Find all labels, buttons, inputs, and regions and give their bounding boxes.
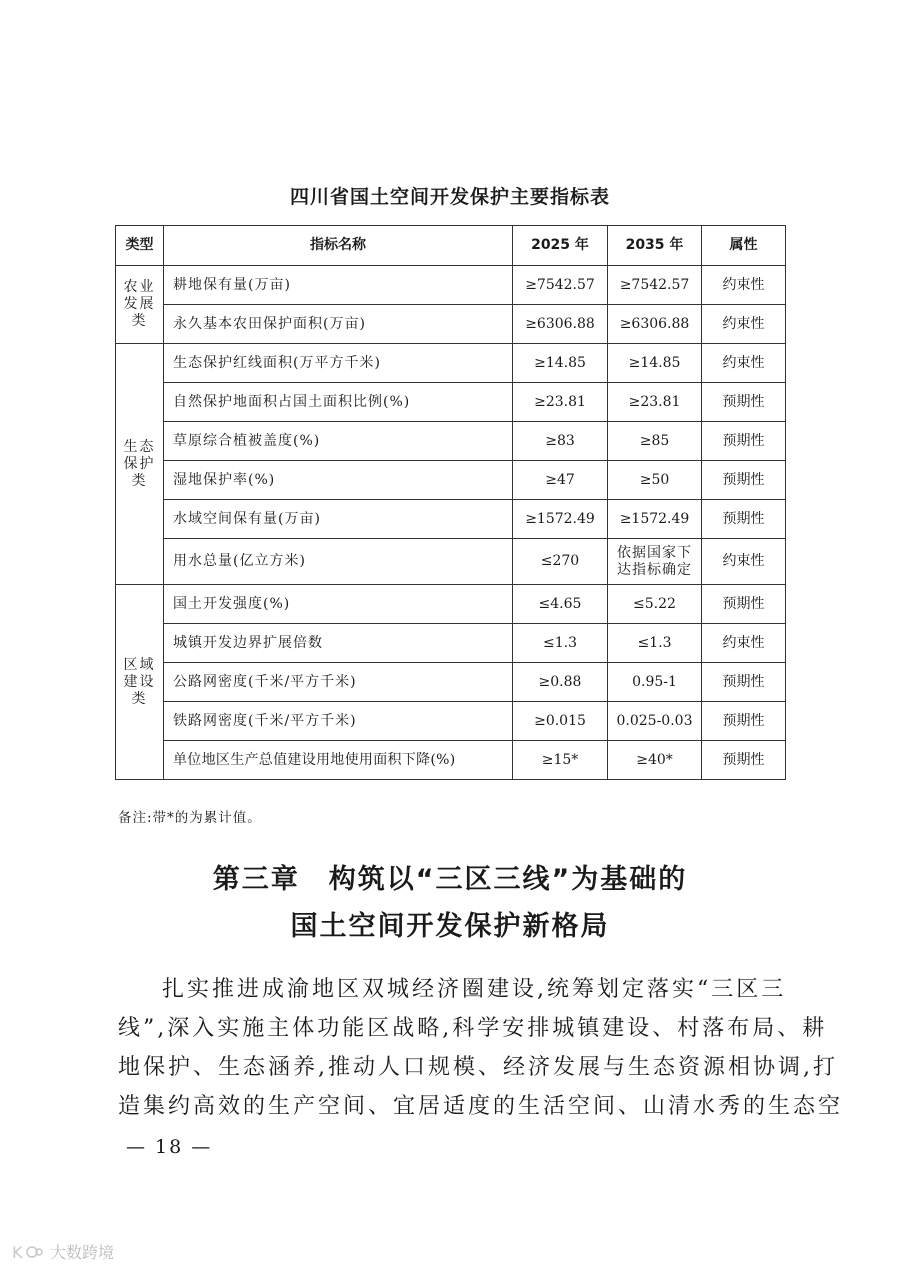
indicator-name: 草原综合植被盖度(%)	[164, 422, 513, 461]
table-row	[116, 305, 786, 344]
indicator-name: 永久基本农田保护面积(万亩)	[164, 305, 513, 344]
value-2025: ≥15*	[513, 741, 608, 780]
table-row	[116, 344, 786, 383]
value-2025: ≤1.3	[513, 624, 608, 663]
value-2025: ≥23.81	[513, 383, 608, 422]
value-2035: 依据国家下达指标确定	[608, 539, 702, 585]
category-regional: 区域建设类	[116, 585, 164, 780]
chapter-title-line-2: 国土空间开发保护新格局	[290, 911, 610, 942]
attribute: 预期性	[702, 585, 786, 624]
attribute: 预期性	[702, 461, 786, 500]
watermark-text: 大数跨境	[50, 1243, 115, 1262]
attribute: 预期性	[702, 500, 786, 539]
table-row	[116, 422, 786, 461]
table-row	[116, 461, 786, 500]
watermark-logo-letter: K	[12, 1242, 23, 1262]
table-row	[116, 663, 786, 702]
value-2025: ≥14.85	[513, 344, 608, 383]
header-type: 类型	[116, 226, 164, 266]
indicator-name: 城镇开发边界扩展倍数	[164, 624, 513, 663]
attribute: 预期性	[702, 383, 786, 422]
attribute: 预期性	[702, 741, 786, 780]
value-2035: ≥50	[608, 461, 702, 500]
header-attribute: 属性	[702, 226, 786, 266]
table-row	[116, 539, 786, 585]
page-number: — 18 —	[126, 1136, 213, 1158]
indicator-name: 湿地保护率(%)	[164, 461, 513, 500]
value-2035: 0.025-0.03	[608, 702, 702, 741]
value-2025: ≤270	[513, 539, 608, 585]
value-2035: ≥14.85	[608, 344, 702, 383]
value-2025: ≥7542.57	[513, 266, 608, 305]
value-2035: ≥40*	[608, 741, 702, 780]
value-2025: ≥47	[513, 461, 608, 500]
value-2025: ≥0.015	[513, 702, 608, 741]
indicator-name: 生态保护红线面积(万平方千米)	[164, 344, 513, 383]
attribute: 预期性	[702, 702, 786, 741]
indicator-name: 耕地保有量(万亩)	[164, 266, 513, 305]
body-paragraph-line-4: 造集约高效的生产空间、宜居适度的生活空间、山清水秀的生态空	[118, 1094, 844, 1119]
value-2025: ≥0.88	[513, 663, 608, 702]
watermark-logo-icon	[10, 1241, 44, 1263]
value-2035: ≥85	[608, 422, 702, 461]
table-header-row	[116, 226, 786, 266]
indicator-name: 用水总量(亿立方米)	[164, 539, 513, 585]
attribute: 预期性	[702, 663, 786, 702]
value-2035: ≥1572.49	[608, 500, 702, 539]
indicator-name: 自然保护地面积占国土面积比例(%)	[164, 383, 513, 422]
category-agriculture: 农业发展类	[116, 266, 164, 344]
category-ecology: 生态保护类	[116, 344, 164, 585]
attribute: 约束性	[702, 624, 786, 663]
indicator-table	[115, 225, 786, 780]
body-paragraph-line-2: 线”,深入实施主体功能区战略,科学安排城镇建设、村落布局、耕	[118, 1016, 828, 1041]
table-title: 四川省国土空间开发保护主要指标表	[289, 186, 610, 208]
indicator-name: 铁路网密度(千米/平方千米)	[164, 702, 513, 741]
table-row	[116, 266, 786, 305]
value-2035: ≥7542.57	[608, 266, 702, 305]
value-2035: ≥23.81	[608, 383, 702, 422]
attribute: 约束性	[702, 539, 786, 585]
value-2035: ≤1.3	[608, 624, 702, 663]
attribute: 约束性	[702, 305, 786, 344]
value-2025: ≥6306.88	[513, 305, 608, 344]
value-2025: ≥1572.49	[513, 500, 608, 539]
value-2025: ≤4.65	[513, 585, 608, 624]
value-2035: ≥6306.88	[608, 305, 702, 344]
watermark	[10, 1240, 114, 1263]
table-row	[116, 702, 786, 741]
table-row	[116, 624, 786, 663]
indicator-name: 国土开发强度(%)	[164, 585, 513, 624]
value-2025: ≥83	[513, 422, 608, 461]
table-row	[116, 383, 786, 422]
indicator-name: 水域空间保有量(万亩)	[164, 500, 513, 539]
body-paragraph-line-3: 地保护、生态涵养,推动人口规模、经济发展与生态资源相协调,打	[118, 1055, 838, 1080]
attribute: 约束性	[702, 266, 786, 305]
table-row	[116, 585, 786, 624]
header-2025: 2025 年	[513, 226, 608, 266]
table-note: 备注:带*的为累计值。	[118, 810, 262, 826]
header-indicator-name: 指标名称	[164, 226, 513, 266]
header-2035: 2035 年	[608, 226, 702, 266]
body-paragraph-line-1: 扎实推进成渝地区双城经济圈建设,统筹划定落实“三区三	[162, 977, 787, 1002]
indicator-name: 公路网密度(千米/平方千米)	[164, 663, 513, 702]
value-2035: 0.95-1	[608, 663, 702, 702]
chapter-title-line-1: 第三章 构筑以“三区三线”为基础的	[212, 864, 688, 895]
indicator-name: 单位地区生产总值建设用地使用面积下降(%)	[164, 741, 513, 780]
table-row	[116, 500, 786, 539]
attribute: 预期性	[702, 422, 786, 461]
attribute: 约束性	[702, 344, 786, 383]
value-2035: ≤5.22	[608, 585, 702, 624]
table-row	[116, 741, 786, 780]
